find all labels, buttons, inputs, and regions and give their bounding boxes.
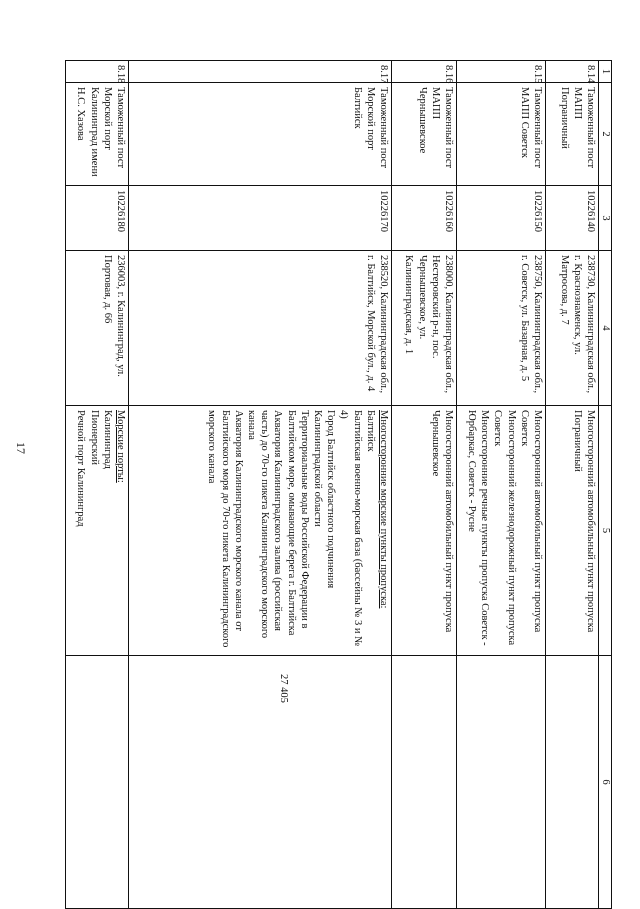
post-code: 10226180 (66, 186, 129, 251)
column-number: 6 (599, 656, 612, 909)
extra-cell (457, 656, 546, 909)
post-code: 10226160 (392, 186, 457, 251)
post-name: Таможенный пост Морской порт Калининград имени Н.С. Хазова (66, 83, 129, 186)
checkpoints-cell (457, 406, 546, 656)
checkpoints-heading: Морские порты: (115, 410, 126, 483)
checkpoint-item: Балтийская военно-морская база (бассейны № 3 и № 4) (338, 410, 363, 647)
post-name: Таможенный пост МАПП Пограничный (546, 83, 599, 186)
checkpoints-cell (546, 406, 599, 656)
post-name: Таможенный пост МАПП Советск (457, 83, 546, 186)
row-number: 8.17 (129, 61, 392, 83)
checkpoint-item: Калининград (101, 410, 113, 469)
customs-posts-table (65, 60, 612, 909)
checkpoint-item: Многосторонний автомобильный пункт пропуска Советск (518, 410, 543, 633)
row-number: 8.18 (66, 61, 129, 83)
checkpoints-heading: Многосторонние морские пункты пропуска: (378, 410, 389, 609)
row-number: 8.15 (457, 61, 546, 83)
checkpoints-cell (392, 406, 457, 656)
column-number: 5 (599, 406, 612, 656)
post-name: Таможенный пост Морской порт Балтийск (129, 83, 392, 186)
row-number: 8.14 (546, 61, 599, 83)
post-address: 238750, Калининградская обл., г. Советск, ул. Базарная, д. 5 (457, 251, 546, 406)
checkpoint-item: Многосторонний автомобильный пункт пропуска Чернышевское (429, 410, 454, 633)
checkpoint-item: Акватория Калининградского морского канала от Балтийского моря до 70-го пикета Калининградского морского канала (206, 410, 244, 648)
post-address: 236003, г. Калининград, ул. Портовая, д. 66 (66, 251, 129, 406)
page-number: 17 (14, 442, 28, 454)
checkpoint-item: Пионерский (88, 410, 100, 465)
table-row (66, 61, 129, 909)
checkpoint-item: Многосторонний автомобильный пункт пропуска Пограничный (571, 410, 596, 633)
post-code: 10226150 (457, 186, 546, 251)
table-row (129, 61, 392, 909)
extra-cell (66, 656, 129, 909)
table-row (392, 61, 457, 909)
checkpoint-item: Балтийск (364, 410, 376, 452)
rotated-page (67, 60, 612, 900)
row-number: 8.16 (392, 61, 457, 83)
extra-cell (129, 656, 392, 909)
checkpoint-item: Многосторонние речные пункты пропуска Советск - Юрбаркас, Советск - Русне (465, 410, 491, 646)
checkpoint-item: Город Балтийск областного подчинения Калининградской области (311, 410, 337, 589)
extra-cell (392, 656, 457, 909)
post-address: 238730, Калининградская обл., г. Краснознаменск, ул. Матросова, д. 7 (546, 251, 599, 406)
column-number: 2 (599, 83, 612, 186)
checkpoints-cell (66, 406, 129, 656)
post-code: 10226140 (546, 186, 599, 251)
column-number-row (599, 61, 612, 909)
checkpoint-item: Территориальные воды Российской Федерации в Балтийском море, омывающие берега г. Балтийска (285, 410, 310, 636)
checkpoint-item: Речной порт Калининград (75, 410, 87, 527)
column-number: 3 (599, 186, 612, 251)
checkpoint-item: Акватория Калининградского залива (российская часть) до 70-го пикета Калининградского морского канала (245, 410, 284, 639)
checkpoints-cell (129, 406, 392, 656)
extra-cell (546, 656, 599, 909)
post-address: 238000, Калининградская обл., Нестеровский р-н, пос. Чернышевское, ул. Калининградская, д. 1 (392, 251, 457, 406)
post-name: Таможенный пост МАПП Чернышевское (392, 83, 457, 186)
table-row (457, 61, 546, 909)
extra-value: 27 405 (278, 674, 289, 703)
column-number: 1 (599, 61, 612, 83)
table-row (546, 61, 599, 909)
post-address: 238520, Калининградская обл., г. Балтийск, Морской бул., д. 4 (129, 251, 392, 406)
post-code: 10226170 (129, 186, 392, 251)
column-number: 4 (599, 251, 612, 406)
checkpoint-item: Многосторонний железнодорожный пункт пропуска Советск (492, 410, 517, 646)
